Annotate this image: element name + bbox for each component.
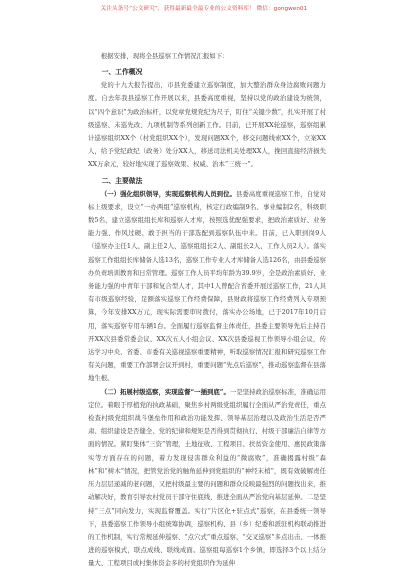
overview-paragraph <box>88 79 326 171</box>
document-body <box>88 50 326 571</box>
practice-paragraph-2 <box>88 386 326 571</box>
paragraph-text: 县委高度重视巡察工作，自觉对标上级要求，设立“一办两组”巡察机构，核定行政编制9名、事业编制2名，科级职数5名，建立巡察组组长库和巡察人才库，按照选优配强要求，把政治素质好、业务能力强、作风过硬、敢于担当的干部选配到巡察队伍中来。目前，已入职到岗9人（巡察办主任1人、副主任2人、巡察组组长2人、副组长2人、工作人员2人）。落实巡察工作组组长库储备人选13名，巡察工作专业人才库储备人选126名，由县委巡察办负责培训教育和日常管理。巡察工作人员平均年龄为39.9岁，全是政治素质好、业务能力强的中青年干部和复合型人才，其中1人曾配合省委开展过巡察工作，21人具有市级巡察经验，足额落实巡察工作经费保障，县财政将巡察工作经费列入专项预算，今年安排XX万元，现实际需要审时拨付，落实办公场地，已于2017年10月启用，落实巡察专用车辆1台。全面履行巡察监督主体责任，县委主要领导先后主持召开XX次县委常委会议、XX次五人小组会议、XX次县委巡视工作领导小组会议，传达学习中央、省委、市委有关巡视巡察重要精神，听取巡察情况汇报和研究巡察工作有关问题，重要工作部署会议开到村，重要问题“先点后巡察”，推动巡察监督在县落地生根。 <box>88 189 327 383</box>
intro-paragraph: 根据安排，现将全县巡察工作情况汇报如下： <box>100 52 229 60</box>
paragraph-text: 党的十九大报告提出，市县党委建立巡察制度，加大整治群众身边腐败问题力度。自去年我县巡察工作开展以来，县委高度重视，坚持以党的政治建设为统领，以“四个意识”为政治标杆，以党章党规党纪为尺子，盯住“关键少数”，扎实开展了村级巡察、未巡先改、九项机制等系列创新工作。目前，已开展XX轮巡察，巡察组累计巡察组织XX个（村党组织XX个），发现问题XX个，移交问题线索XX个，立案XX人，给予党纪政纪（政务）处分XX人，移送司法机关处理XX人，挽回直接经济损失XX万余元，较好地实现了巡察效果、权威、治本“三统一”。 <box>88 81 326 169</box>
top-banner <box>0 0 408 16</box>
section-heading-practices: 二、主要做法 <box>101 176 143 185</box>
banner-text: 关注头条号“公文研究”，获得最新最全最专业的公文资料库！ 微信：gongwen01 <box>100 6 308 12</box>
section-heading-overview: 一、工作概况 <box>101 68 143 77</box>
practice-paragraph-1 <box>88 188 326 386</box>
paragraph-subheading: （一）强化组织领导，实现巡察机构人员到位。 <box>100 189 236 198</box>
paragraph-text: 一是坚持政治巡察标准，准确运用定位。着眼于厚植党的执政基础，聚焦乡村两级党组织履行全面从严治党责任，重点检查村级党组织战斗堡垒作用和政治功能发挥、领导基层治理以及政治生活是否严肃、组织建设是否健全、党的纪律和规矩是否得到贯彻执行、村级干部廉洁自律等方面的情况。紧盯集体“三资”管理，土地征收、工程项目、扶贫资金使用、惠民政策落实等方面存在的问题，着力发现侵害群众利益的“微腐败”，准确揭露村级“森林”和“树木”情况，把管党治党的触角延伸到党组织的“神经末梢”，既有效破解责任压力层层递减的老问题，又把村级最主要的问题和群众反映最强烈的问题找出来，推动解决好，教育引导农村党员干部守住底线，推进全面从严治党向基层延伸。二是坚持“三点”同向发力，实现监督覆盖。实行“片区化+驻点式”巡察，在县委统一领导下，县委巡察工作领导小组统筹协调，巡察机构、县（乡）纪委和派驻机构联动推进的工作机制，实行常规延伸巡察、“点穴式”重点巡察、“交叉巡察”多点出击、一体推进的巡察模式，联点成线、联线成面。巡察组每巡察1个乡镇，即选择3个以上结分量大、工程项目或村集体资金多的村党组织作为延伸 <box>88 387 327 568</box>
paragraph-subheading: （二）拓展村级巡察，实现监督“一插到底”。 <box>100 387 230 396</box>
